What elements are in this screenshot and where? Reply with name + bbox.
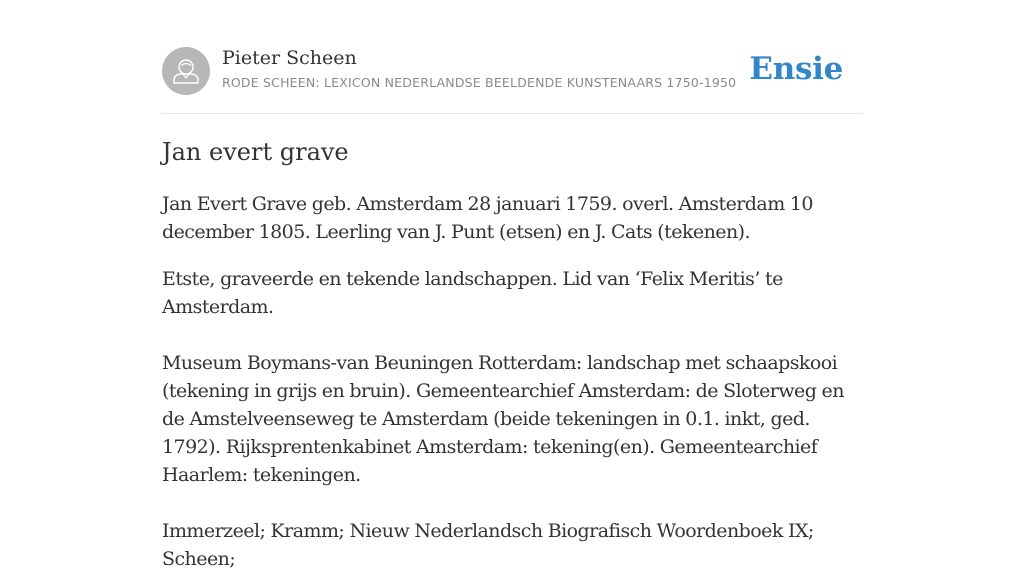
article-title: Jan evert grave [162,138,349,166]
paragraph-references: Immerzeel; Kramm; Nieuw Nederlandsch Biografisch Woordenboek IX; Scheen; [162,520,814,570]
paragraph-work: Etste, graveerde en tekende landschappen. Lid van ‘Felix Meritis’ te Amsterdam. [162,268,783,318]
paragraph-biography: Jan Evert Grave geb. Amsterdam 28 januari 1759. overl. Amsterdam 10 december 1805. Leerling van J. Punt (etsen) en J. Cats (tekenen). [162,193,813,243]
article-header [162,46,862,96]
paragraph-collections: Museum Boymans-van Beuningen Rotterdam: landschap met schaapskooi (tekening in grijs en bruin). Gemeentearchief Amsterdam: de Sloterweg en de Amstelveenseweg te Amsterdam (beide tekeningen in 0.1. inkt, ged. 1792). Rijksprentenkabinet Amsterdam: tekening(en). Gemeentearchief Haarlem: tekeningen. [162,352,844,486]
header-divider [162,113,862,114]
author-avatar[interactable] [162,47,210,95]
author-name-link[interactable]: Pieter Scheen [222,47,357,69]
user-icon [162,47,210,95]
ensie-logo[interactable]: Ensie [749,51,843,87]
source-title[interactable]: RODE SCHEEN: LEXICON NEDERLANDSE BEELDENDE KUNSTENAARS 1750-1950 [222,75,737,90]
article-body [162,136,862,573]
